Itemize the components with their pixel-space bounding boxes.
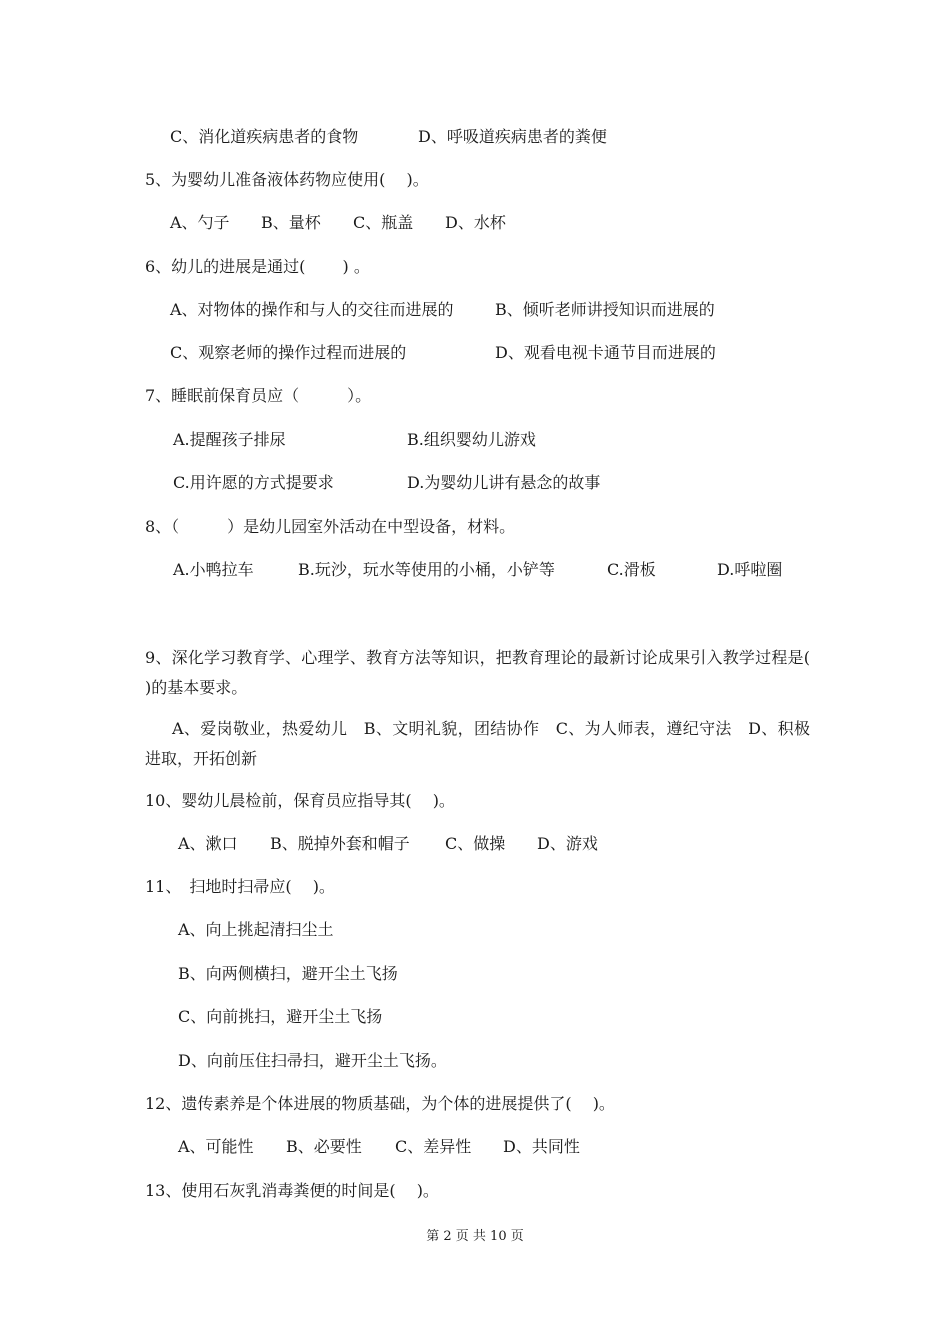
q11-option-d: D、向前压住扫帚扫，避开尘土飞扬。 <box>178 1051 447 1070</box>
q12-option-d: D、共同性 <box>503 1137 580 1156</box>
q10-option-a: A、漱口 <box>178 834 238 853</box>
q9-options: A、爱岗敬业，热爱幼儿 B、文明礼貌，团结协作 C、为人师表，遵纪守法 D、积极进取，开拓创新 <box>145 719 810 768</box>
q9-stem: 9、深化学习教育学、心理学、教育方法等知识，把教育理论的最新讨论成果引入教学过程是( )的基本要求。 <box>145 648 832 697</box>
q8-option-c: C.滑板 <box>607 560 656 579</box>
q12-option-a: A、可能性 <box>178 1137 254 1156</box>
q6-option-b: B、倾听老师讲授知识而进展的 <box>495 300 715 319</box>
q6-stem: 6、幼儿的进展是通过( ) 。 <box>145 257 370 276</box>
q8-stem: 8、（ ）是幼儿园室外活动在中型设备，材料。 <box>145 517 516 536</box>
q5-option-d: D、水杯 <box>445 213 506 232</box>
q11-option-b: B、向两侧横扫，避开尘土飞扬 <box>178 964 398 983</box>
q7-option-b: B.组织婴幼儿游戏 <box>407 430 536 449</box>
q11-stem: 11、 扫地时扫帚应( )。 <box>145 877 335 896</box>
q7-option-c: C.用许愿的方式提要求 <box>173 473 334 492</box>
q5-stem: 5、为婴幼儿准备液体药物应使用( )。 <box>145 170 429 189</box>
q7-option-a: A.提醒孩子排尿 <box>173 430 286 449</box>
q5-option-c: C、瓶盖 <box>353 213 414 232</box>
q4-option-d: D、呼吸道疾病患者的粪便 <box>418 127 607 146</box>
q6-option-d: D、观看电视卡通节目而进展的 <box>495 343 716 362</box>
q7-stem: 7、睡眠前保育员应（ ）。 <box>145 386 372 405</box>
q10-stem: 10、婴幼儿晨检前，保育员应指导其( )。 <box>145 791 455 810</box>
q11-option-c: C、向前挑扫，避开尘土飞扬 <box>178 1007 383 1026</box>
q6-option-c: C、观察老师的操作过程而进展的 <box>170 343 407 362</box>
q12-option-c: C、差异性 <box>395 1137 472 1156</box>
q12-option-b: B、必要性 <box>286 1137 362 1156</box>
q11-option-a: A、向上挑起清扫尘土 <box>178 920 334 939</box>
page-number-footer: 第 2 页 共 10 页 <box>426 1229 524 1244</box>
q13-stem: 13、使用石灰乳消毒粪便的时间是( )。 <box>145 1181 439 1200</box>
q8-option-b: B.玩沙，玩水等使用的小桶，小铲等 <box>298 560 555 579</box>
q12-stem: 12、遗传素养是个体进展的物质基础，为个体的进展提供了( )。 <box>145 1094 615 1113</box>
q5-option-a: A、勺子 <box>170 213 230 232</box>
q10-option-d: D、游戏 <box>537 834 598 853</box>
q10-option-b: B、脱掉外套和帽子 <box>270 834 410 853</box>
q5-option-b: B、量杯 <box>261 213 321 232</box>
q4-option-c: C、消化道疾病患者的食物 <box>170 127 359 146</box>
q8-option-d: D.呼啦圈 <box>717 560 783 579</box>
q6-option-a: A、对物体的操作和与人的交往而进展的 <box>170 300 454 319</box>
q7-option-d: D.为婴幼儿讲有悬念的故事 <box>407 473 601 492</box>
q8-option-a: A.小鸭拉车 <box>173 560 254 579</box>
q10-option-c: C、做操 <box>445 834 506 853</box>
